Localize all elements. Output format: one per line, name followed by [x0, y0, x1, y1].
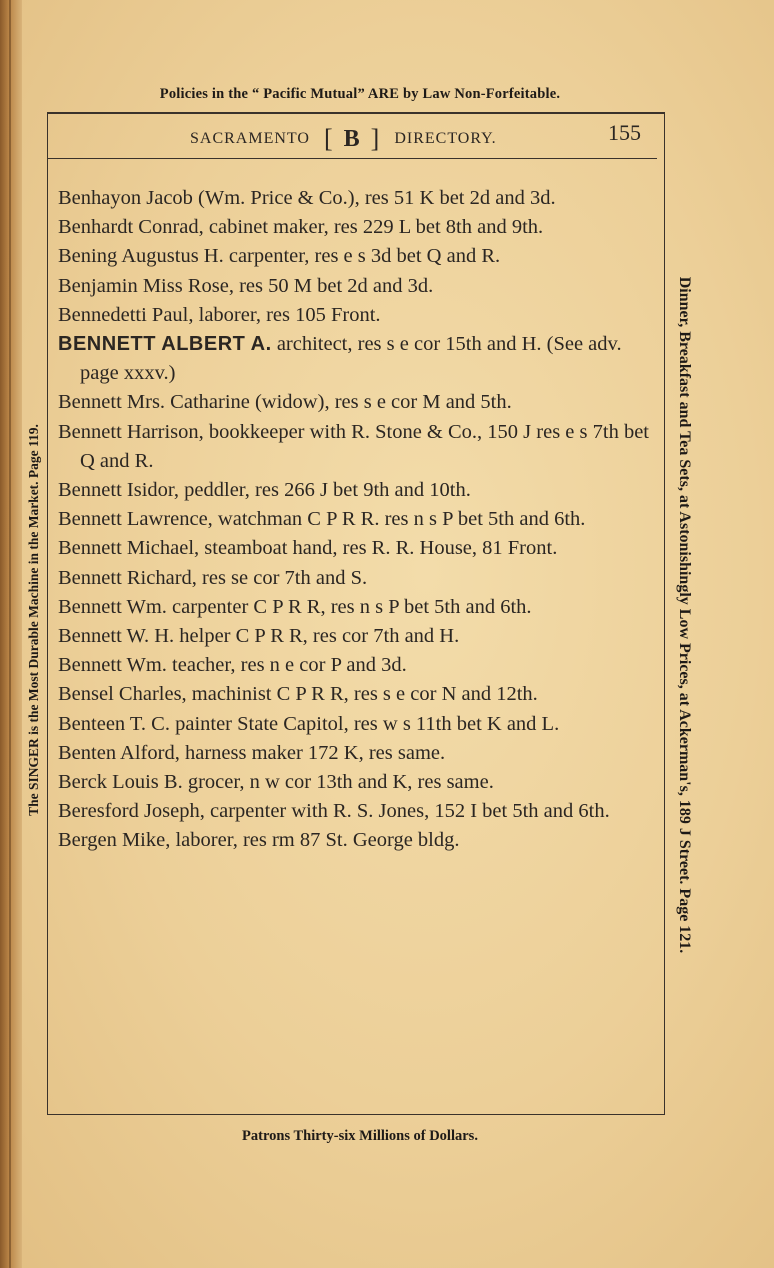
directory-entry: Bennett Lawrence, watchman C P R R. res n s P bet 5th and 6th. — [58, 508, 586, 531]
right-margin-advert-text: Dinner, Breakfast and Tea Sets, at Astonishingly Low Prices, at Ackerman's, 189 J Street. Page 121. — [676, 276, 693, 954]
page-number: 155 — [608, 120, 641, 145]
running-head-city: SACRAMENTO — [190, 130, 310, 147]
directory-entry: Benhayon Jacob (Wm. Price & Co.), res 51 K bet 2d and 3d. — [58, 187, 556, 209]
directory-entry: Benhardt Conrad, cabinet maker, res 229 L bet 8th and 9th. — [58, 216, 544, 239]
header-rule — [47, 158, 657, 159]
directory-entry: Bennett Isidor, peddler, res 266 J bet 9th and 10th. — [58, 479, 471, 502]
gutter-line — [9, 0, 11, 1268]
directory-entry: Beresford Joseph, carpenter with R. S. Jones, 152 I bet 5th and 6th. — [58, 800, 610, 823]
directory-entry: Bennett Wm. teacher, res n e cor P and 3d. — [58, 654, 407, 677]
directory-entry: Bennedetti Paul, laborer, res 105 Front. — [58, 303, 381, 326]
directory-entry: Bennett Wm. carpenter C P R R, res n s P bet 5th and 6th. — [58, 595, 532, 618]
directory-entry: Bennett Harrison, bookkeeper with R. Stone & Co., 150 J res e s 7th bet Q and R. — [58, 420, 649, 472]
bottom-advert-banner: Patrons Thirty-six Millions of Dollars. — [242, 1128, 478, 1144]
top-advert-banner: Policies in the “ Pacific Mutual” ARE by Law Non-Forfeitable. — [159, 86, 561, 102]
directory-entry: Bergen Mike, laborer, res rm 87 St. George bldg. — [58, 829, 460, 852]
directory-entry-featured — [58, 330, 650, 388]
directory-entry: Benteen T. C. painter State Capitol, res w s 11th bet K and L. — [58, 712, 560, 735]
directory-entry: Benjamin Miss Rose, res 50 M bet 2d and 3d. — [58, 274, 434, 297]
directory-entry: Berck Louis B. grocer, n w cor 13th and K, res same. — [58, 771, 494, 794]
directory-entry: Bennett Michael, steamboat hand, res R. R. House, 81 Front. — [58, 537, 558, 560]
directory-entry: Bennett Richard, res se cor 7th and S. — [58, 566, 368, 589]
running-head-bracket-open: [ — [323, 124, 334, 153]
directory-entry: Bennett Mrs. Catharine (widow), res s e cor M and 5th. — [58, 391, 512, 414]
running-head — [190, 124, 520, 154]
book-gutter — [0, 0, 22, 1268]
featured-name: BENNETT ALBERT A. — [58, 333, 272, 356]
directory-entry: Bening Augustus H. carpenter, res e s 3d bet Q and R. — [58, 245, 501, 268]
running-head-word: DIRECTORY. — [394, 130, 497, 147]
running-head-letter: B — [343, 125, 361, 152]
running-head-bracket-close: ] — [370, 124, 381, 153]
featured-entry-text: architect, res s e cor 15th and H. (See adv. page xxxv.) — [80, 333, 622, 385]
directory-entry: Bensel Charles, machinist C P R R, res s e cor N and 12th. — [58, 683, 538, 706]
directory-entry: Benten Alford, harness maker 172 K, res same. — [58, 741, 446, 764]
left-margin-advert-text: The SINGER is the Most Durable Machine in the Market. Page 119. — [26, 424, 41, 816]
directory-entry: Bennett W. H. helper C P R R, res cor 7th and H. — [58, 625, 460, 648]
directory-entries — [58, 184, 650, 856]
